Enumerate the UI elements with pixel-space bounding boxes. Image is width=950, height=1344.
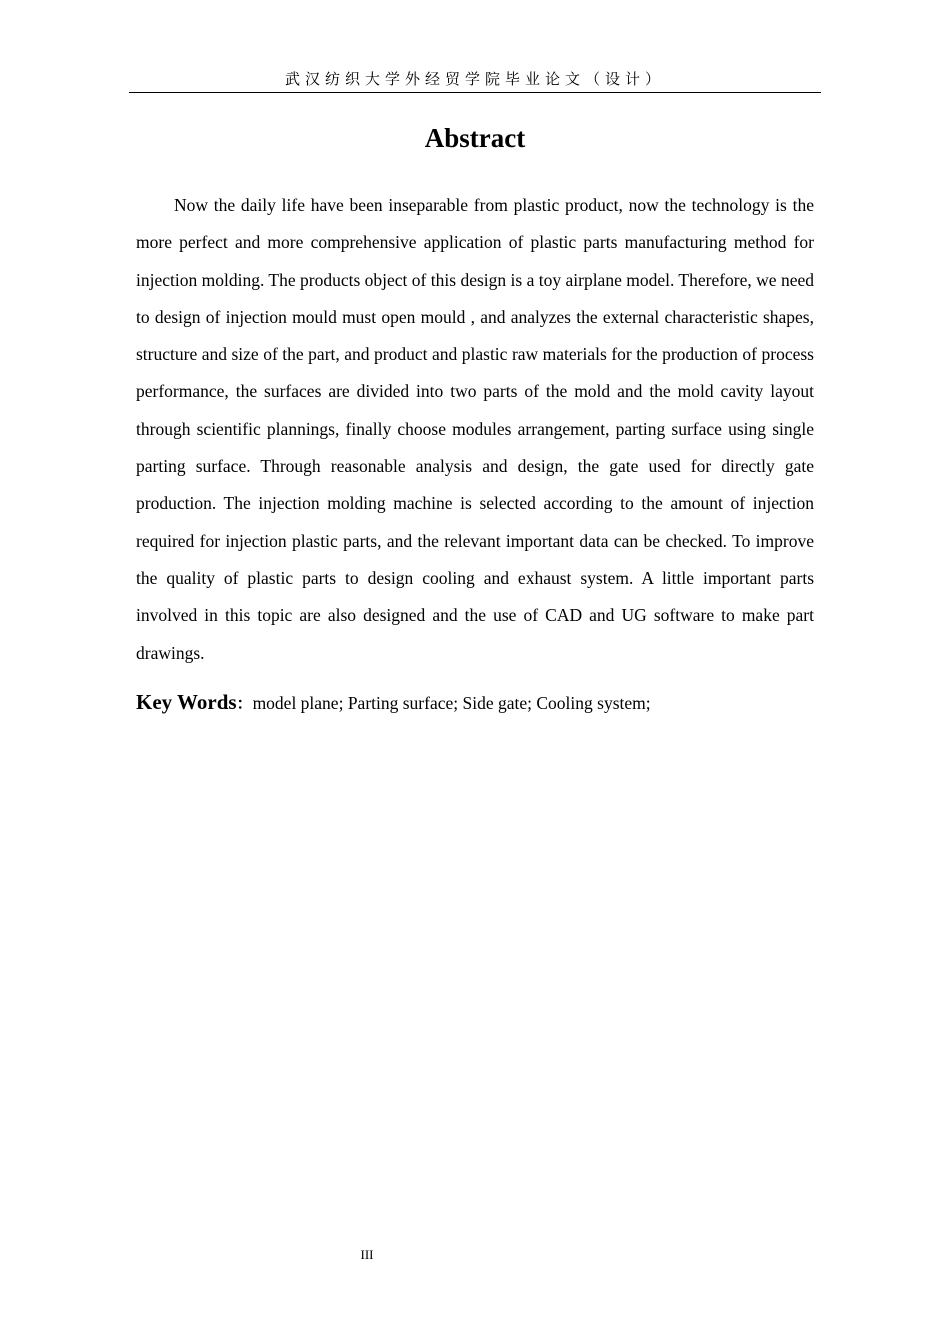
abstract-body: Now the daily life have been inseparable from plastic product, now the technology is the more perfect and more comprehensive application of plastic parts manufacturing method for injection molding. The products object of this design is a toy airplane model. Therefore, we need to design of injection mould must open mould , and analyzes the external characteristic shapes, structure and size of the part, and product and plastic raw materials for the production of process performance, the surfaces are divided into two parts of the mold and the mold cavity layout through scientific plannings, finally choose modules arrangement, parting surface using single parting surface. Through reasonable analysis and design, the gate used for directly gate production. The injection molding machine is selected according to the amount of injection required for injection plastic parts, and the relevant important data can be checked. To improve the quality of plastic parts to design cooling and exhaust system. A little important parts involved in this topic are also designed and the use of CAD and UG software to make part drawings. xyxy=(136,195,814,663)
page-number: III xyxy=(360,1247,374,1262)
page-title: Abstract xyxy=(424,123,526,153)
keywords-label: Key Words xyxy=(136,690,237,714)
running-header: 武汉纺织大学外经贸学院毕业论文（设计） xyxy=(129,66,821,93)
keywords-separator: ： xyxy=(236,694,253,713)
keywords-line xyxy=(136,686,814,720)
keywords-text: model plane; Parting surface; Side gate; Cooling system; xyxy=(252,693,651,713)
